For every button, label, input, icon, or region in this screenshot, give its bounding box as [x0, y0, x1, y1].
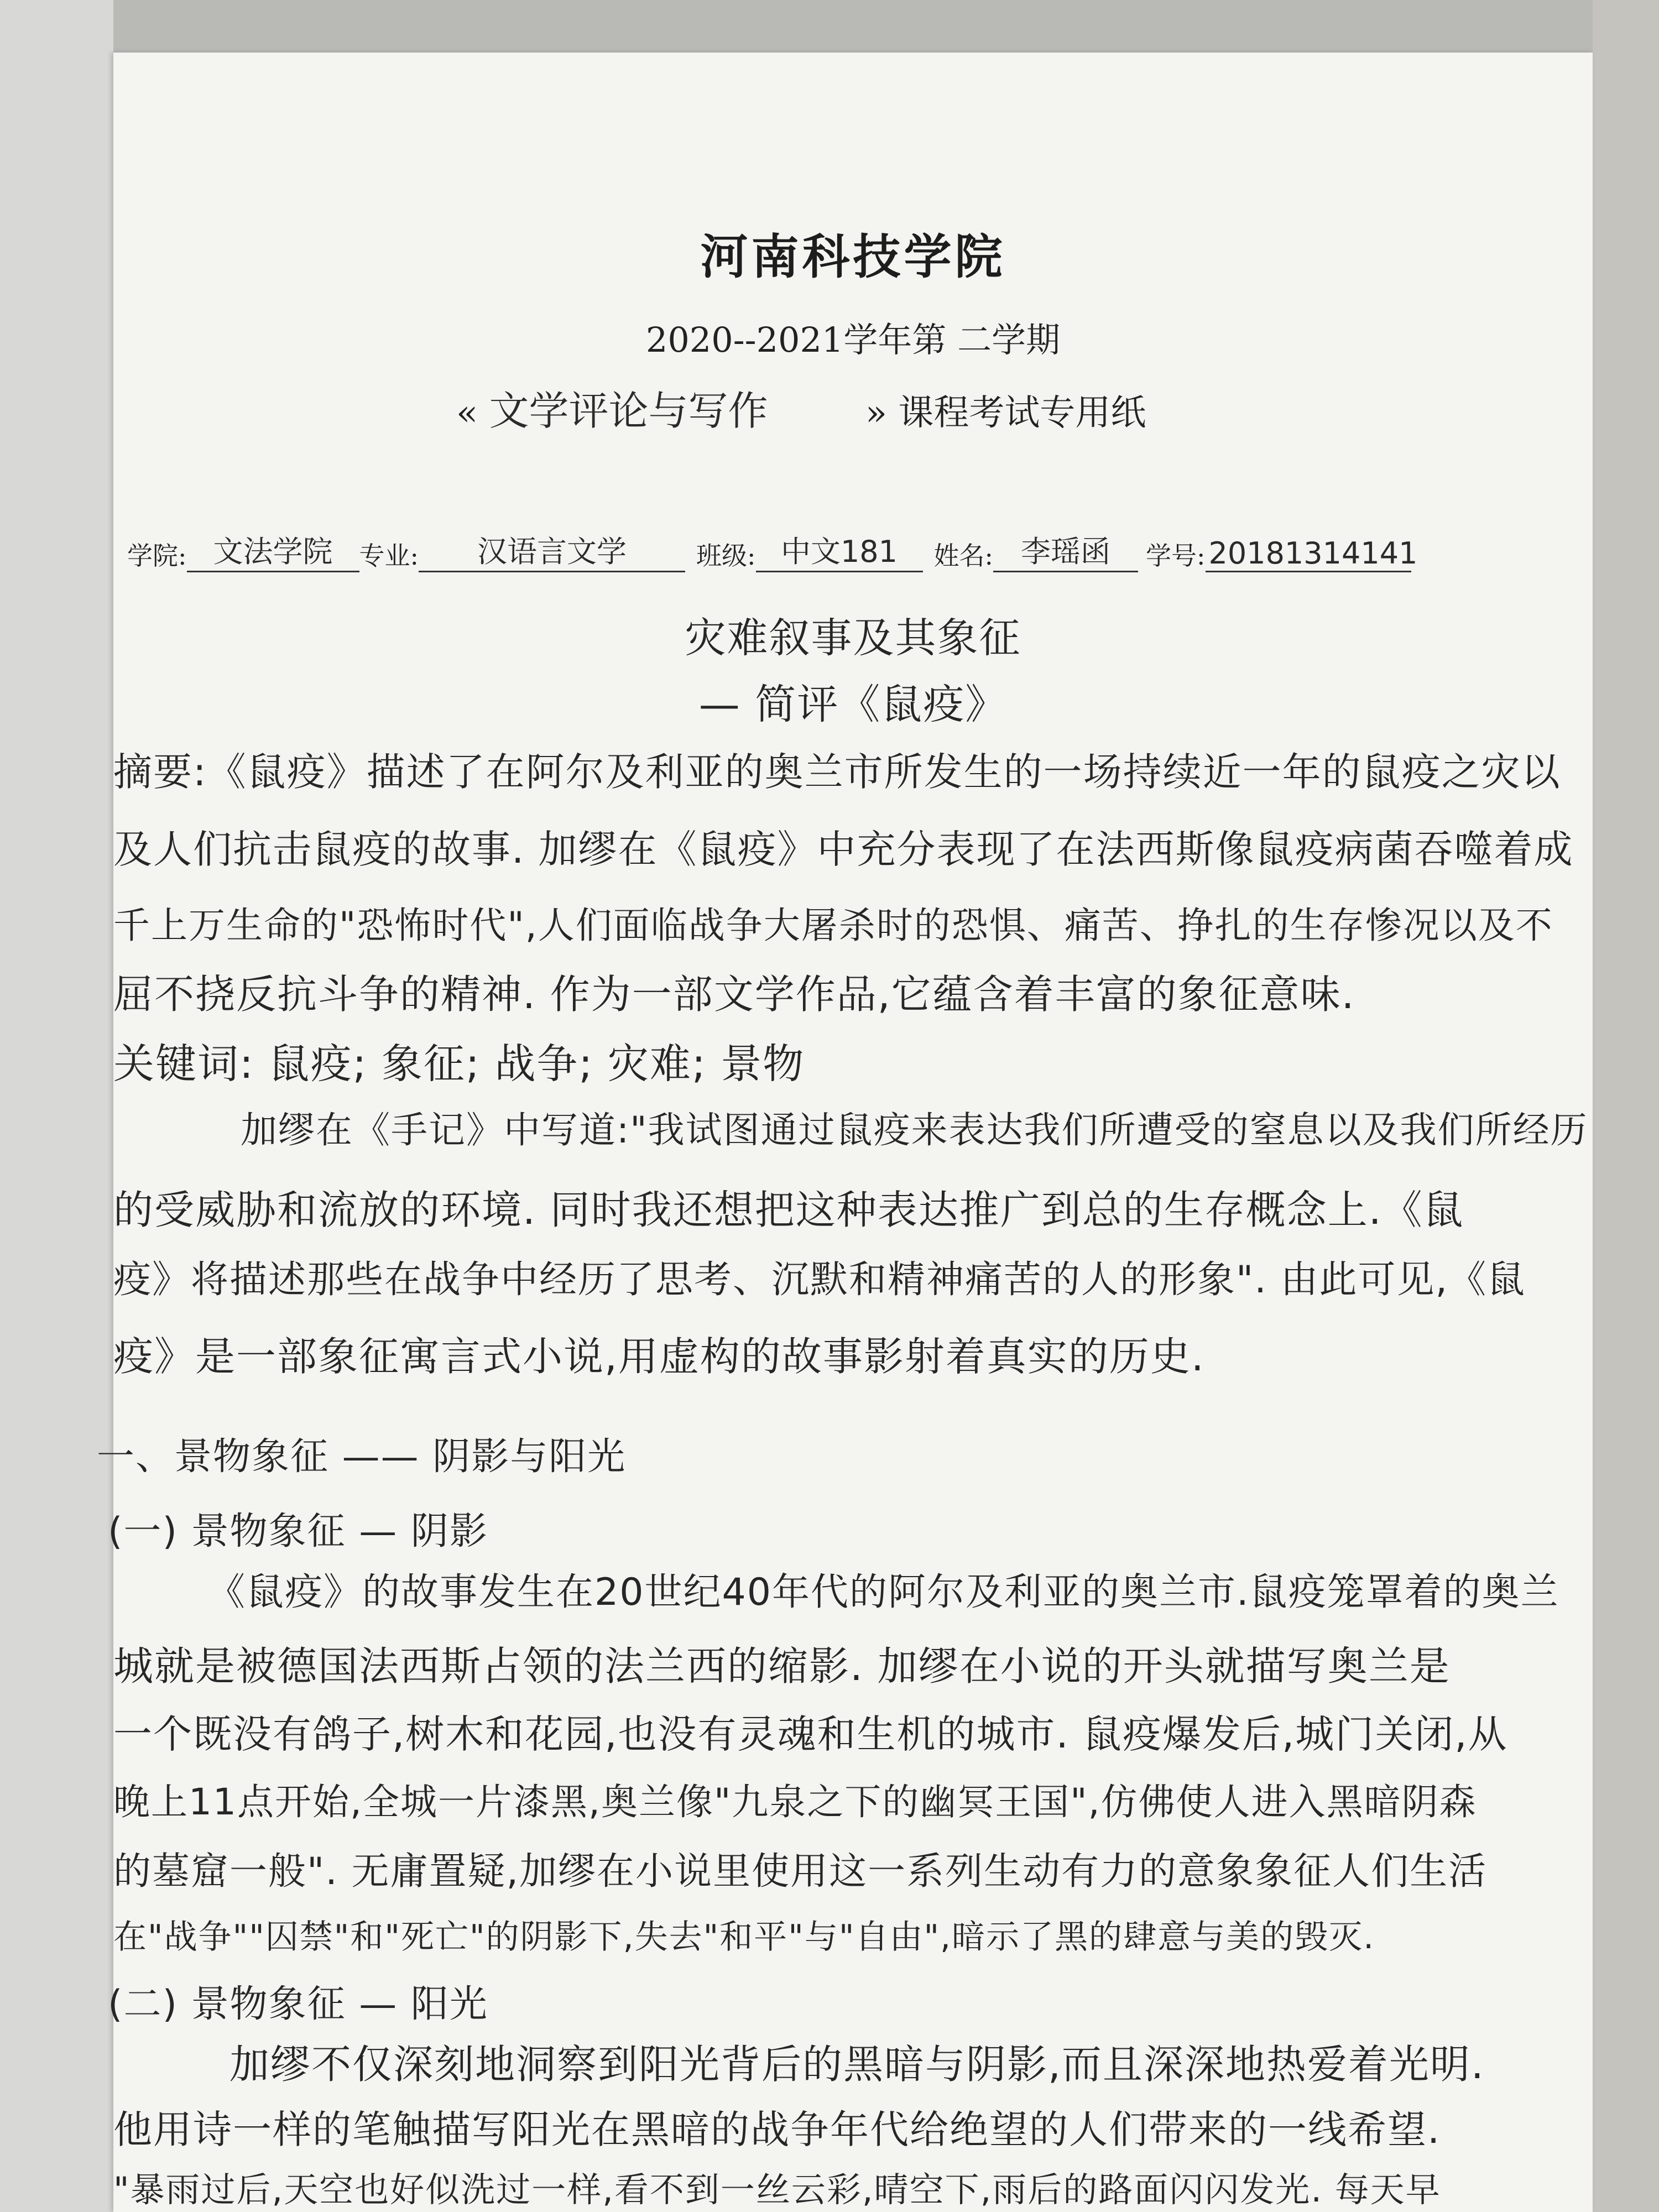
essay-line: 一个既没有鸽子,树木和花园,也没有灵魂和生机的城市. 鼠疫爆发后,城门关闭,从 — [113, 1712, 1508, 1757]
essay-line: 《鼠疫》的故事发生在20世纪40年代的阿尔及利亚的奥兰市.鼠疫笼罩着的奥兰 — [207, 1571, 1559, 1614]
essay-line: 城就是被德国法西斯占领的法兰西的缩影. 加缪在小说的开头就描写奥兰是 — [113, 1643, 1451, 1689]
subsection-heading: (二) 景物象征 — 阳光 — [108, 1983, 488, 2026]
course-line — [456, 379, 1146, 436]
essay-subtitle: — 简评《鼠疫》 — [698, 681, 1008, 728]
major-value: 汉语言文学 — [419, 528, 685, 572]
essay-line: 加缪不仅深刻地洞察到阳光背后的黑暗与阴影,而且深深地热爱着光明. — [229, 2041, 1485, 2088]
name-value: 李瑶函 — [993, 528, 1138, 572]
college-value: 文法学院 — [187, 528, 359, 572]
subsection-heading: (一) 景物象征 — 阴影 — [108, 1510, 488, 1553]
academic-term: 2020--2021学年第 二学期 — [645, 320, 1061, 360]
exam-paper — [97, 53, 1593, 2212]
essay-title: 灾难叙事及其象征 — [685, 614, 1021, 662]
name-label: 姓名: — [933, 541, 993, 571]
background-top — [0, 0, 1659, 53]
college-label: 学院: — [127, 541, 187, 571]
course-name: 文学评论与写作 — [489, 388, 768, 434]
essay-line: 的墓窟一般". 无庸置疑,加缪在小说里使用这一系列生动有力的意象象征人们生活 — [113, 1850, 1488, 1893]
class-label: 班级: — [696, 541, 756, 571]
class-value: 中文181 — [756, 528, 923, 572]
essay-line: 关键词: 鼠疫; 象征; 战争; 灾难; 景物 — [113, 1040, 805, 1088]
student-id-label: 学号: — [1146, 541, 1206, 571]
course-open-quote: « — [456, 393, 478, 434]
essay-line: "暴雨过后,天空也好似洗过一样,看不到一丝云彩,晴空下,雨后的路面闪闪发光. 每天早 — [113, 2169, 1441, 2210]
background-left — [0, 0, 113, 2212]
school-name: 河南科技学院 — [700, 229, 1006, 285]
essay-line: 晚上11点开始,全城一片漆黑,奥兰像"九泉之下的幽冥王国",仿佛使人进入黑暗阴森 — [113, 1781, 1477, 1823]
student-info-row — [127, 528, 1418, 572]
major-label: 专业: — [359, 541, 419, 571]
essay-line: 他用诗一样的笔触描写阳光在黑暗的战争年代给绝望的人们带来的一线希望. — [113, 2107, 1441, 2152]
essay-line: 千上万生命的"恐怖时代",人们面临战争大屠杀时的恐惧、痛苦、挣扎的生存惨况以及不 — [113, 904, 1553, 947]
section-heading: 一、景物象征 —— 阴影与阳光 — [97, 1435, 627, 1479]
essay-line: 摘要:《鼠疫》描述了在阿尔及利亚的奥兰市所发生的一场持续近一年的鼠疫之灾以 — [113, 749, 1561, 795]
background-right — [1593, 0, 1659, 2212]
essay-line: 的受威胁和流放的环境. 同时我还想把这种表达推广到总的生存概念上.《鼠 — [113, 1187, 1464, 1233]
essay-line: 及人们抗击鼠疫的故事. 加缪在《鼠疫》中充分表现了在法西斯像鼠疫病菌吞噬着成 — [113, 827, 1574, 872]
essay-line: 在"战争""囚禁"和"死亡"的阴影下,失去"和平"与"自由",暗示了黑的肆意与美的毁灭. — [113, 1918, 1375, 1957]
essay-line: 疫》是一部象征寓言式小说,用虚构的故事影射着真实的历史. — [113, 1333, 1205, 1380]
student-id-value: 20181314141 — [1206, 536, 1411, 572]
essay-line: 加缪在《手记》中写道:"我试图通过鼠疫来表达我们所遭受的窒息以及我们所经历 — [241, 1109, 1588, 1151]
essay-line: 屈不挠反抗斗争的精神. 作为一部文学作品,它蕴含着丰富的象征意味. — [113, 971, 1355, 1018]
essay-line: 疫》将描述那些在战争中经历了思考、沉默和精神痛苦的人的形象". 由此可见,《鼠 — [113, 1258, 1526, 1302]
course-suffix: » 课程考试专用纸 — [865, 393, 1146, 434]
